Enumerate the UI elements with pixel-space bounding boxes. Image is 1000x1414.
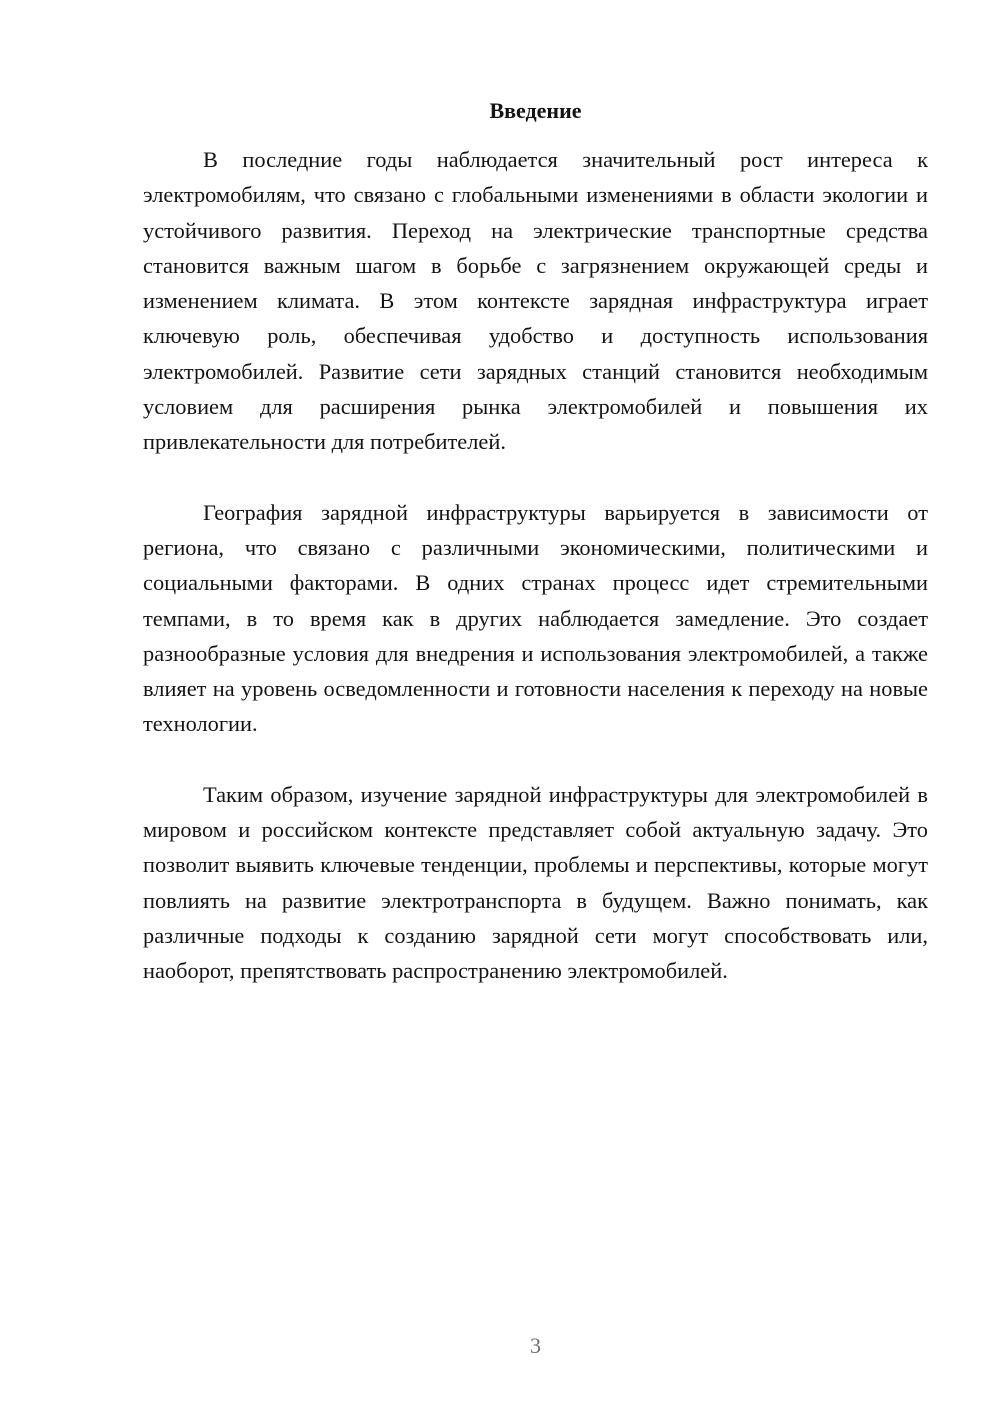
document-body (143, 142, 928, 989)
page-number: 3 (530, 1333, 541, 1358)
paragraph-conclusion: Таким образом, изучение зарядной инфраструктуры для электромобилей в мировом и российском контексте представляет собой актуальную задачу. Это позволит выявить ключевые тенденции, проблемы и перспективы, которые могут повлиять на развитие электротранспорта в будущем. Важно понимать, как различные подходы к созданию зарядной сети могут способствовать или, наоборот, препятствовать распространению электромобилей. (143, 781, 928, 984)
section-heading: Введение (489, 98, 582, 123)
paragraph-intro: В последние годы наблюдается значительный рост интереса к электромобилям, что связано с глобальными изменениями в области экологии и устойчивого развития. Переход на электрические транспортные средства становится важным шагом в борьбе с загрязнением окружающей среды и изменением климата. В этом контексте зарядная инфраструктура играет ключевую роль, обеспечивая удобство и доступность использования электромобилей. Развитие сети зарядных станций становится необходимым условием для расширения рынка электромобилей и повышения их привлекательности для потребителей. (143, 147, 928, 455)
paragraph-geography: География зарядной инфраструктуры варьируется в зависимости от региона, что связано с различными экономическими, политическими и социальными факторами. В одних странах процесс идет стремительными темпами, в то время как в других наблюдается замедление. Это создает разнообразные условия для внедрения и использования электромобилей, а также влияет на уровень осведомленности и готовности населения к переходу на новые технологии. (143, 499, 928, 737)
